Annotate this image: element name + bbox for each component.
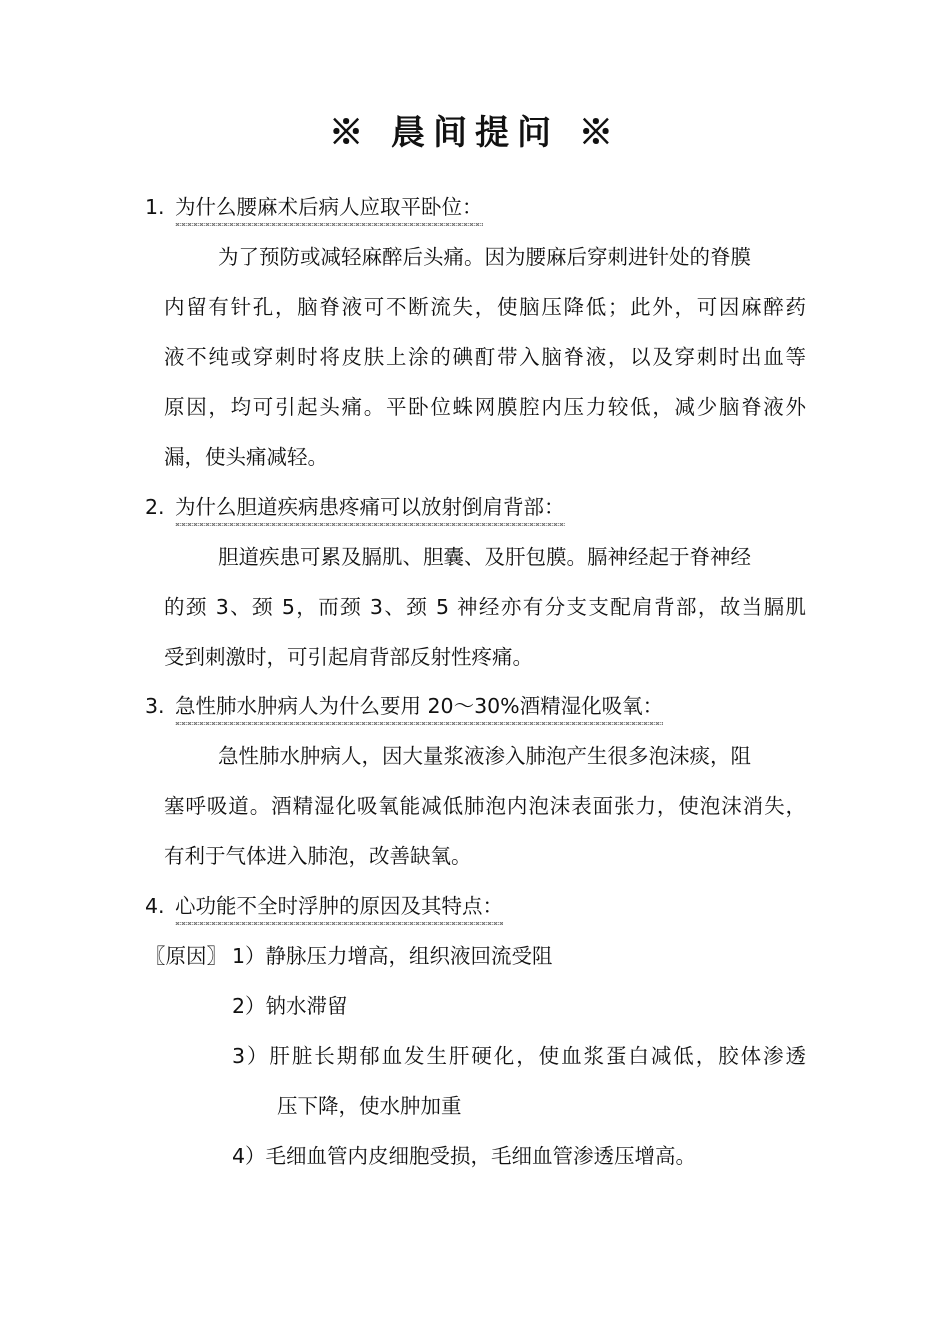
answer-3-line-1: 急性肺水肿病人，因大量浆液渗入肺泡产生很多泡沫痰，阻 <box>218 744 751 768</box>
answer-2-line-3: 受到刺激时，可引起肩背部反射性疼痛。 <box>164 645 533 669</box>
answer-2-line-2: 的颈 3、颈 5，而颈 3、颈 5 神经亦有分支支配肩背部，故当膈肌 <box>164 595 806 619</box>
question-4 <box>145 891 503 925</box>
question-3 <box>145 691 663 725</box>
question-text: 心功能不全时浮肿的原因及其特点： <box>175 891 503 925</box>
answer-2-line-1: 胆道疾患可累及膈肌、胆囊、及肝包膜。膈神经起于脊神经 <box>218 545 751 569</box>
answer-1-line-1: 为了预防或减轻麻醉后头痛。因为腰麻后穿刺进针处的脊膜 <box>218 245 751 269</box>
cause-item-1: 1）静脉压力增高，组织液回流受阻 <box>232 944 553 968</box>
answer-1-line-3: 液不纯或穿刺时将皮肤上涂的碘酊带入脑脊液，以及穿刺时出血等 <box>164 345 806 369</box>
question-number: 2. <box>145 495 165 519</box>
question-2 <box>145 492 565 526</box>
answer-1-line-2: 内留有针孔，脑脊液可不断流失，使脑压降低；此外，可因麻醉药 <box>164 295 806 319</box>
question-number: 1. <box>145 195 165 219</box>
answer-1-line-5: 漏，使头痛减轻。 <box>164 445 328 469</box>
cause-item-4: 4）毛细血管内皮细胞受损，毛细血管渗透压增高。 <box>232 1144 697 1168</box>
cause-item-2: 2）钠水滞留 <box>232 994 348 1018</box>
answer-1-line-4: 原因，均可引起头痛。平卧位蛛网膜腔内压力较低，减少脑脊液外 <box>164 395 806 419</box>
question-number: 4. <box>145 894 165 918</box>
cause-label: 〖原因〗 <box>145 944 227 968</box>
question-number: 3. <box>145 694 165 718</box>
cause-item-3-continued: 压下降，使水肿加重 <box>277 1094 462 1118</box>
answer-3-line-3: 有利于气体进入肺泡，改善缺氧。 <box>164 844 472 868</box>
question-text: 为什么腰麻术后病人应取平卧位： <box>175 192 483 226</box>
page-title: ※ 晨间提问 ※ <box>329 113 621 153</box>
question-1 <box>145 192 483 226</box>
cause-item-3: 3）肝脏长期郁血发生肝硬化，使血浆蛋白减低，胶体渗透 <box>232 1044 806 1068</box>
answer-3-line-2: 塞呼吸道。酒精湿化吸氧能减低肺泡内泡沫表面张力，使泡沫消失， <box>164 794 806 818</box>
question-text: 为什么胆道疾病患疼痛可以放射倒肩背部： <box>175 492 565 526</box>
question-text: 急性肺水肿病人为什么要用 20～30%酒精湿化吸氧： <box>175 691 663 725</box>
